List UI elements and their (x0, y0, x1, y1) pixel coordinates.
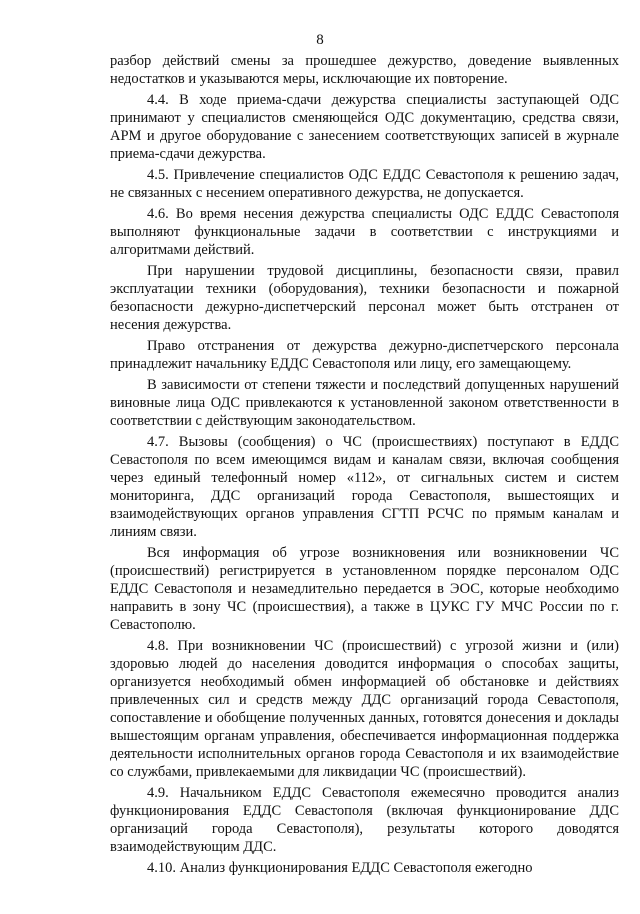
paragraph-4-5: 4.5. Привлечение специалистов ОДС ЕДДС Севастополя к решению задач, не связанных с несением оперативного дежурства, не допускается. (110, 167, 619, 201)
paragraph-4-7: 4.7. Вызовы (сообщения) о ЧС (происшествиях) поступают в ЕДДС Севастополя по всем имеющимся видам и каналам связи, включая сообщения через единый телефонный номер «112», от сигнальных систем и систем мониторинга, ДДС организаций города Севастополя, вышестоящих и взаимодействующих органов управления СГТП РСЧС по прямым каналам и линиям связи. (110, 434, 619, 540)
paragraph-removal-right: Право отстранения от дежурства дежурно-диспетчерского персонала принадлежит начальнику ЕДДС Севастополя или лицу, его замещающему. (110, 338, 619, 372)
paragraph-responsibility: В зависимости от степени тяжести и последствий допущенных нарушений виновные лица ОДС привлекаются к установленной законом ответственности в соответствии с действующим законодательством. (110, 377, 619, 429)
paragraph-4-8: 4.8. При возникновении ЧС (происшествий) с угрозой жизни и (или) здоровью людей до населения доводится информация о способах защиты, организуется необходимый обмен информацией об обстановке и действиях привлеченных сил и средств между ДДС организаций города Севастополя, сопоставление и обобщение полученных данных, готовятся донесения и доклады вышестоящим органам управления, обеспечивается информационная поддержка деятельности исполнительных органов города Севастополя и их взаимодействие со службами, привлекаемыми для ликвидации ЧС (происшествий). (110, 638, 619, 780)
paragraph-4-9: 4.9. Начальником ЕДДС Севастополя ежемесячно проводится анализ функционирования ЕДДС Севастополя (включая функционирование ДДС организаций города Севастополя), результаты которого доводятся взаимодействующим ДДС. (110, 785, 619, 855)
paragraph-4-4: 4.4. В ходе приема-сдачи дежурства специалисты заступающей ОДС принимают у специалистов сменяющейся ОДС документацию, средства связи, АРМ и другое оборудование с занесением соответствующих записей в журнале приема-сдачи дежурства. (110, 92, 619, 162)
paragraph-discipline-violations: При нарушении трудовой дисциплины, безопасности связи, правил эксплуатации техники (оборудования), техники безопасности и пожарной безопасности дежурно-диспетчерский персонал может быть отстранен от несения дежурства. (110, 263, 619, 333)
document-body (110, 52, 619, 880)
paragraph-4-10: 4.10. Анализ функционирования ЕДДС Севастополя ежегодно (147, 860, 533, 876)
paragraph-continuation: разбор действий смены за прошедшее дежурство, доведение выявленных недостатков и указываются меры, исключающие их повторение. (110, 53, 619, 87)
paragraph-emergency-info: Вся информация об угрозе возникновения или возникновении ЧС (происшествий) регистрируется в установленном порядке персоналом ОДС ЕДДС Севастополя и незамедлительно передается в ЭОС, которые необходимо направить в зону ЧС (происшествия), а также в ЦУКС ГУ МЧС России по г. Севастополю. (110, 545, 619, 633)
paragraph-4-6: 4.6. Во время несения дежурства специалисты ОДС ЕДДС Севастополя выполняют функциональные задачи в соответствии с инструкциями и алгоритмами действий. (110, 206, 619, 258)
page-number: 8 (316, 32, 324, 48)
